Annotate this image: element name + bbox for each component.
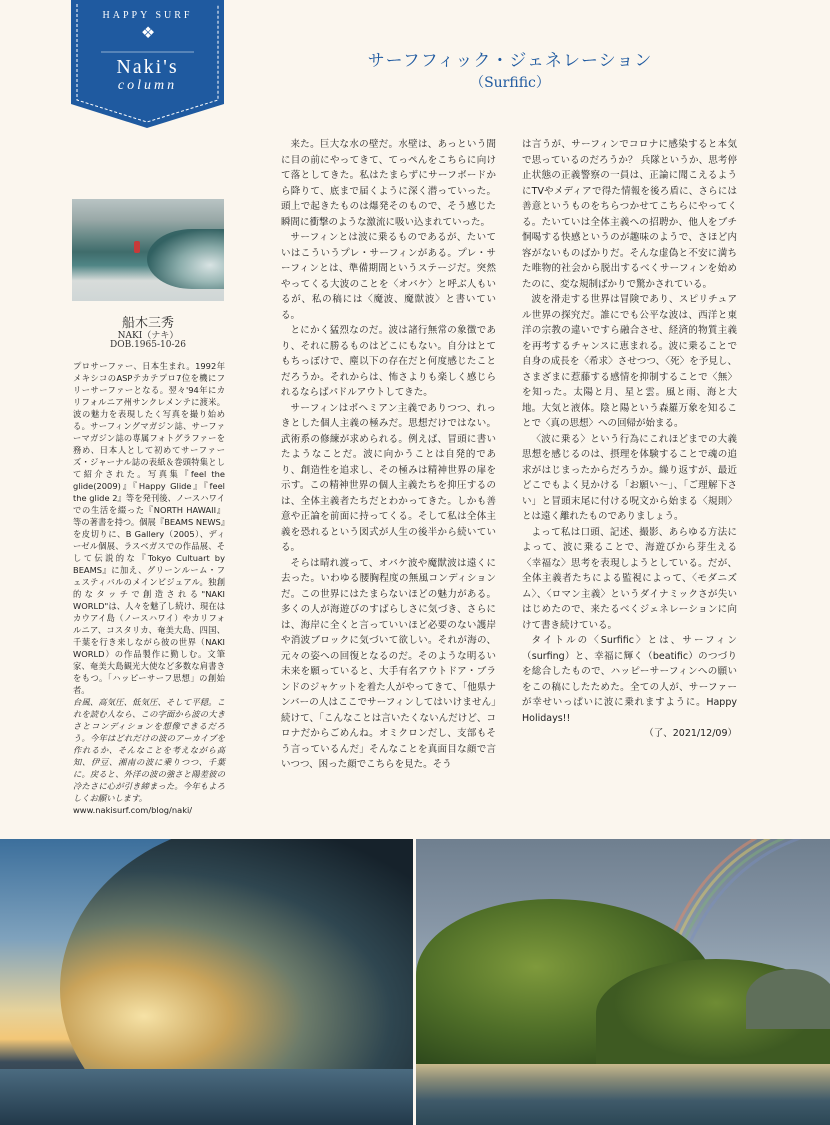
bio-italic-note: 台風、高気圧、低気圧、そして平穏。これを読む人なら、この字面から波の大きさとコンディションを想像できるだろう。今年はどれだけの波のアーカイブを作れるか、そんなことを考えながら高知、伊豆、湘南の波に乗りつつ、千葉に。戻ると、外洋の波の強さと陽差彼の冷たさに心が引き締まった。今年もよろしくお願いします。	[73, 697, 225, 803]
body-column-1	[281, 137, 496, 773]
paragraph: 来た。巨大な水の壁だ。水壁は、あっという間に目の前にやってきて、てっぺんをこちらに向けて落としてきた。私はたまらずにサーフボードから降りて、底まで届くように深く潜っていった。頭上で起きたものは爆発そのもので、そう感じた瞬間に衝撃のような激流に吸い込まれていった。	[281, 139, 496, 228]
badge-name: Naki's	[116, 56, 179, 78]
author-blog-link[interactable]: www.nakisurf.com/blog/naki/	[73, 805, 193, 815]
bio-text: プロサーファー、日本生まれ。1992年メキシコのASPテカテプロ7位を機にフリーサーファーとなる。翌々'94年にカリフォルニア州サンクレメンテに渡米。波の魅力を表現したく写真を撮り始める。サーフィングマガジン誌、サーファーマガジン誌の専属フォトグラファーを務め、日本人として初めてサーファーズ・ジャーナル誌の表紙＆巻頭特集として紹介された。写真集『feel the glide(2009)』『Happy Glide』『feel the glide 2』等を発刊後、ノースハワイでの生活を綴った『NORTH HAWAII』等の著書を持つ。個展『BEAMS NEWS』を皮切りに、B Gallery（2005）、ディーゼル個展、ラスベガスでの作品展、そして伝説的な『Tokyo Cultuart by BEAMS』に加え、グリーンルーム・フェスティバルのメインビジュアル。独創的なタッチで創造される"NAKI WORLD"は、人々を魅了し続け、現在はカウアイ島（ノースハワイ）やカリフォルニア、コスタリカ、奄美大島、四国、千葉を行き来しながら彼の世界（NAKI WORLD）の作品製作に勤しむ。文筆家、奄美大島観光大使など多数な肩書きをもつ。「ハッピーサーフ思想」の創始者。	[73, 361, 225, 695]
article-title: サーフフィック・ジェネレーション	[367, 51, 653, 71]
signature-date: （了、2021/12/09）	[644, 728, 737, 739]
paragraph: よって私は口頭、記述、撮影、あらゆる方法によって、波に乗ることで、海遊びから芽生える〈幸福な〉思考を表現しようとしている。だが、全体主義者たちによる監視によって、〈モダニズム〉、〈ロマン主義〉というダイナミックさが失いはじめたので、来たるべくジェネレーションに向けて書き続けている。	[522, 526, 737, 631]
paragraph: 波を滑走する世界は冒険であり、スピリチュアル世界の探究だ。誰にでも公平な波は、西洋と東洋の宗教の違いですら融合させ、経済的物質主義を再考するチャンスに恵まれる。波に乗ることで自身の成長を〈希求〉させつつ、〈死〉を予見し、さまざまに惹藤する感情を抑制することで〈無〉を知った。太陽と月、星と雲。風と雨、海と大地。大気と液体。陰と陽という森羅万象を知ることで〈真の思想〉への回帰が始まる。	[522, 294, 737, 429]
paragraph: そらは晴れ渡って、オバケ波や魔獣波は遠くに去った。いわゆる腰胸程度の無風コンディションだ。この世界にはたまらないほどの魅力がある。多くの人が海遊びのすばらしさに気づき、さらには、海岸に全くと言っていいほど必要のない護岸や消波ブロックに気づいて欲しい。それが海の、元々の姿への回復となるのだ。そのような明るい未来を願っていると、大手有名アウトドア・ブランドのジャケットを着た人がやってきて、「他県ナンバーの人はここでサーフィンしてはいけません」続けて、「こんなことは言いたくないんだけど、コロナだからごめんね。オミクロンだし、支部もそう言っているんだ」そんなことを真面目な顔で言いつつ、困った顔でこちらを見た。そう	[281, 557, 496, 770]
paragraph: は言うが、サーフィンでコロナに感染すると本気で思っているのだろうか？ 兵隊というか、思考停止状態の正義警察の一員は、正論に聞こえるようにTVやメディアで得た情報を後ろ盾に、さらには善意というものをちらつかせてこちらにやってくる。たいていは全体主義への招聘か、他人をブチ恫喝する快感というのが趣味のようで、さほど内容がないものばかりだ。そんな虚偽と不安に満ちた唯物的社会から脱出するべくサーフィンを始めたのに、変な規制ばかりで驚かされている。	[522, 139, 737, 290]
barrel-wave-photo	[0, 839, 413, 1125]
paragraph: タイトルの〈Surfific〉とは、サーフィン（surfing）と、幸福に輝く（beatific）のつづりを総合したもので、ハッピーサーフィンへの願いをこの稿にしたためた。全ての人が、サーファーが幸せいっぱいに波に乗れますように。Happy Holidays!!	[522, 635, 737, 724]
rainbow-coast-photo	[416, 839, 830, 1125]
body-column-2	[522, 137, 737, 742]
paragraph: 〈波に乗る〉という行為にこれほどまでの大義思想を感じるのは、摂理を体験することで魂の追求がはじまったからだろうか。繰り返すが、最近どこでもよく見かける「お願い〜」、「ご理解下さい」と冒頭末尾に付ける呪文から始まる〈規則〉とは遠く離れたものでありましょう。	[522, 433, 737, 522]
article-subtitle: （Surfific）	[470, 75, 550, 91]
profile-surf-photo	[72, 199, 224, 301]
paragraph: とにかく猛烈なのだ。波は諸行無常の象徴であり、それに勝るものはどこにもない。自分はとてもちっぽけで、塵以下の存在だと何度感じたことだろうか。それからは、怖さよりも楽しく感じられるならばパドルアウトしてきた。	[281, 325, 496, 398]
author-bio	[73, 360, 225, 816]
badge-top-text: HAPPY SURF	[102, 10, 193, 21]
paragraph: サーフィンはボヘミアン主義でありつつ、れっきとした個人主義の極みだ。思想だけではない。武術系の修練が求められる。例えば、冒頭に書いたようなことだ。波に向かうことは自発的であり、創造性を追求し、その極みは精神世界の扉を示す。この精神世界の個人主義たちを抑圧するのは、全体主義者たちだとわかってきた。しかも善意や正論を前面に持ってくる。そして私は全体主義を恐れるという図式が人生の後半から続いている。	[281, 402, 496, 553]
author-dob: DOB.1965-10-26	[110, 340, 186, 350]
badge-column: column	[117, 78, 178, 93]
author-name: 船木三秀	[121, 316, 174, 331]
paragraph: サーフィンとは波に乗るものであるが、たいていはこういうプレ・サーフィンがある。プレ・サーフィンとは、準備期間というステージだ。突然やってくる大波のことを〈オバケ〉と呼ぶ人もいるが、私の稿には〈魔波、魔獣波〉と書いている。	[281, 232, 496, 321]
eagle-icon: ❖	[140, 23, 156, 42]
author-reading: NAKI（ナキ）	[117, 331, 179, 341]
happy-surf-badge	[71, 0, 224, 128]
